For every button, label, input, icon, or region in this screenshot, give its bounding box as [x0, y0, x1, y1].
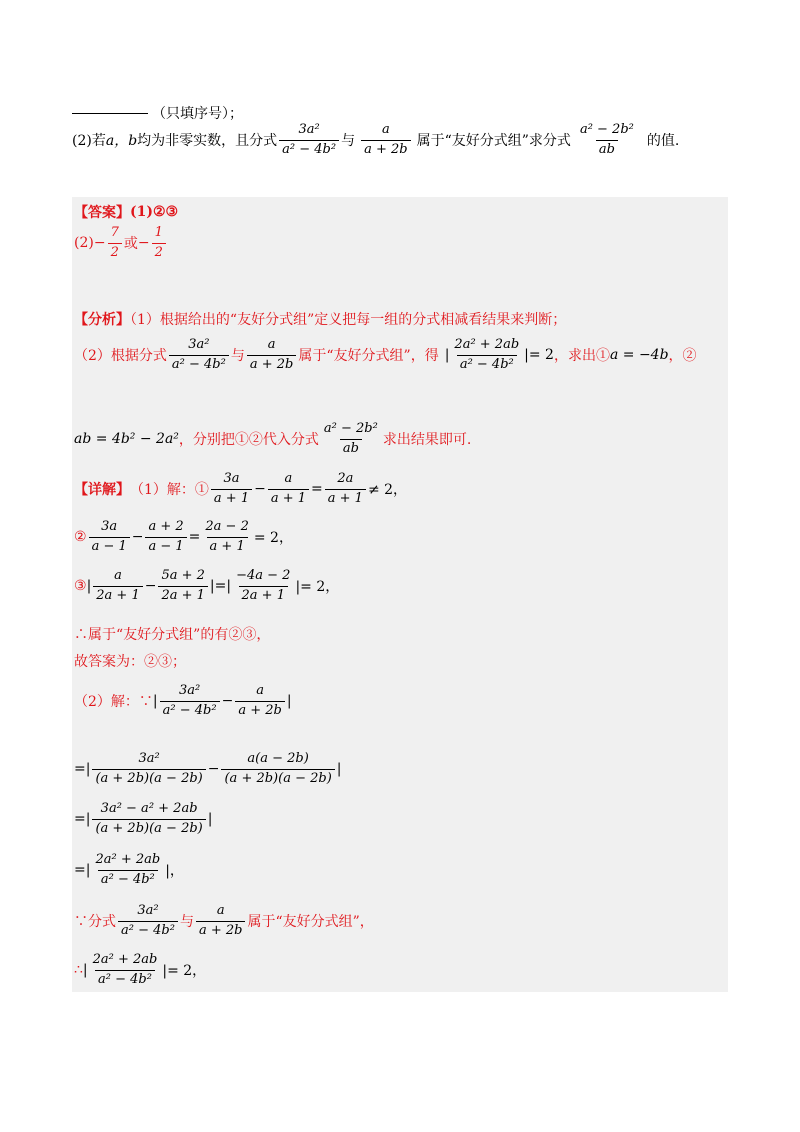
s6-tail: |= 2， [162, 963, 207, 980]
r1-fraction-1: $\frac{3a}{a + 1}$ [211, 472, 252, 507]
answer-part2-prefix: (2) [74, 235, 94, 252]
step-4 [74, 853, 184, 888]
step-2 [74, 752, 342, 787]
analysis-line-1 [74, 309, 566, 329]
answer-or: 或 [123, 236, 138, 253]
abs-eq-op: |=| [209, 578, 232, 595]
s5-fraction-1: $\frac{\text{3a²}}{\text{a² − 4b²}}$ [118, 904, 178, 939]
r1-fraction-2: $\frac{a}{a + 1}$ [268, 472, 309, 507]
analysis-eq2: = 2 [528, 347, 554, 364]
q2-text3: 的值. [646, 133, 680, 150]
s1-fraction-1: $\frac{\text{3a²}}{\text{a² − 4b²}}$ [160, 684, 220, 719]
equals-op: = [188, 529, 201, 546]
s2-fraction-2: $\frac{a(a - 2b)}{(a + 2b)(a - 2b)}$ [221, 752, 334, 787]
analysis-abs-fraction: $\frac{\text{2a² + 2ab}}{\text{a² − 4b²}}$ [454, 337, 520, 372]
answer-label: 【答案】 [74, 205, 130, 221]
minus-op: − [254, 481, 266, 498]
r2-fraction-1: $\frac{3a}{a - 1}$ [89, 520, 130, 555]
analysis-eq-ab: ab = 4b² − 2a² [74, 431, 179, 448]
analysis-line-2 [74, 338, 697, 373]
abs-bar: | [86, 578, 92, 595]
q2-vars: a，b [105, 133, 138, 150]
s3-fraction: $\frac{\text{3a² − a² + 2ab}}{(a + 2b)(a - 2b)}$ [92, 802, 205, 837]
answer-part1: (1)②③ [130, 204, 179, 220]
abs-bar: | [444, 347, 450, 364]
q2-text2: 属于“友好分式组”求分式 [416, 133, 571, 150]
s5-fraction-2: $\frac{a}{a + 2b}$ [196, 904, 246, 939]
r2-mark: ② [74, 529, 87, 546]
s5-text-a: ∵分式 [74, 914, 116, 931]
minus-op: − [221, 693, 234, 710]
q2-fraction-2: $\frac{a}{a + 2b}$ [361, 123, 411, 158]
step-5 [74, 904, 374, 939]
analysis-text-3b: 求出结果即可. [382, 432, 472, 449]
conclusion-2: 故答案为：②③； [74, 654, 186, 670]
abs-bar: | [82, 962, 88, 979]
r3-tail: |= 2， [295, 579, 340, 596]
abs-bar-close: |， [165, 863, 184, 880]
answer-blank [72, 113, 148, 114]
part2-label: （2）解：∵ [74, 694, 153, 711]
eq-abs: =| [74, 811, 91, 828]
q2-and: 与 [341, 133, 356, 150]
q2-fraction-1: $\frac{\text{3a²}}{\text{a² − 4b²}}$ [279, 123, 339, 158]
abs-bar-close: | [286, 693, 292, 710]
q2-prefix: (2)若 [72, 133, 106, 150]
conclusion-1: ∴属于“友好分式组”的有②③， [74, 627, 271, 643]
abs-bar-close: | [524, 347, 529, 364]
analysis-text-2a: （2）根据分式 [74, 348, 167, 365]
analysis-text-2d: ，② [668, 348, 697, 365]
minus-op: − [131, 529, 144, 546]
detail-part1: （1）解：① [130, 482, 209, 499]
step-3 [74, 802, 212, 837]
r2-tail: = 2， [253, 530, 293, 547]
therefore-mark: ∴ [74, 962, 83, 979]
answer-value-2: $\frac{1}{2}$ [152, 226, 166, 261]
detail-line-3 [74, 569, 339, 604]
step-6 [74, 953, 206, 988]
s5-and: 与 [179, 914, 194, 931]
r1-tail: ≠ 2， [367, 482, 408, 499]
analysis-text-3a: ，分别把①②代入分式 [178, 432, 319, 449]
analysis-text-1: （1）根据给出的“友好分式组”定义把每一组的分式相减看结果来判断； [130, 312, 567, 328]
detail-line-2 [74, 520, 293, 555]
eq-abs: =| [74, 862, 91, 879]
r3-mark: ③ [74, 578, 87, 595]
analysis-label: 【分析】 [74, 312, 130, 328]
s6-fraction: $\frac{\text{2a² + 2ab}}{\text{a² − 4b²}}$ [92, 952, 158, 987]
question-line-1 [72, 103, 243, 123]
r2-fraction-2: $\frac{a + 2}{a - 1}$ [145, 520, 186, 555]
fill-instruction: （只填序号）； [152, 106, 243, 122]
answer-value-1: $\frac{7}{2}$ [108, 226, 122, 261]
detail-label: 【详解】 [74, 482, 130, 499]
s1-fraction-2: $\frac{a}{a + 2b}$ [235, 684, 285, 719]
r3-fraction-2: $\frac{5a + 2}{2a + 1}$ [158, 569, 207, 604]
minus-sign: − [93, 235, 106, 252]
question-2 [72, 123, 679, 158]
answer-line-1 [74, 202, 178, 222]
r3-fraction-3: $\frac{-4a - 2}{2a + 1}$ [236, 568, 291, 603]
detail-line-1 [74, 472, 407, 507]
analysis-text-2b: 属于“友好分式组”，得 [298, 348, 439, 365]
analysis-fraction-1: $\frac{\text{3a²}}{\text{a² − 4b²}}$ [169, 338, 229, 373]
s2-fraction-1: $\frac{\text{3a²}}{(a + 2b)(a - 2b)}$ [92, 752, 205, 787]
q2-text1: 均为非零实数，且分式 [137, 133, 278, 150]
part2-line-1 [74, 684, 292, 719]
q2-fraction-3: $\frac{\text{a² − 2b²}}{ab}$ [579, 122, 634, 157]
abs-bar-close: | [336, 761, 342, 778]
r1-fraction-3: $\frac{2a}{a + 1}$ [325, 472, 366, 507]
minus-op: − [144, 578, 157, 595]
equals-op: = [311, 481, 323, 498]
analysis-and: 与 [230, 348, 245, 365]
minus-sign-2: − [137, 235, 150, 252]
minus-op: − [207, 761, 220, 778]
answer-line-2 [74, 226, 168, 261]
r2-fraction-3: $\frac{2a - 2}{a + 1}$ [205, 519, 249, 554]
r3-fraction-1: $\frac{a}{2a + 1}$ [93, 569, 142, 604]
analysis-line-3 [74, 422, 471, 457]
analysis-fraction-2: $\frac{a}{a + 2b}$ [247, 338, 297, 373]
abs-bar-close: | [207, 811, 213, 828]
s5-text-b: 属于“友好分式组”， [247, 914, 374, 931]
analysis-text-2c: ，求出① [553, 348, 610, 365]
analysis-eq-a: a = −4b [609, 347, 669, 364]
abs-bar: | [152, 693, 158, 710]
s4-fraction: $\frac{\text{2a² + 2ab}}{\text{a² − 4b²}}$ [95, 852, 161, 887]
eq-abs: =| [74, 761, 91, 778]
analysis-fraction-3: $\frac{\text{a² − 2b²}}{ab}$ [323, 421, 378, 456]
